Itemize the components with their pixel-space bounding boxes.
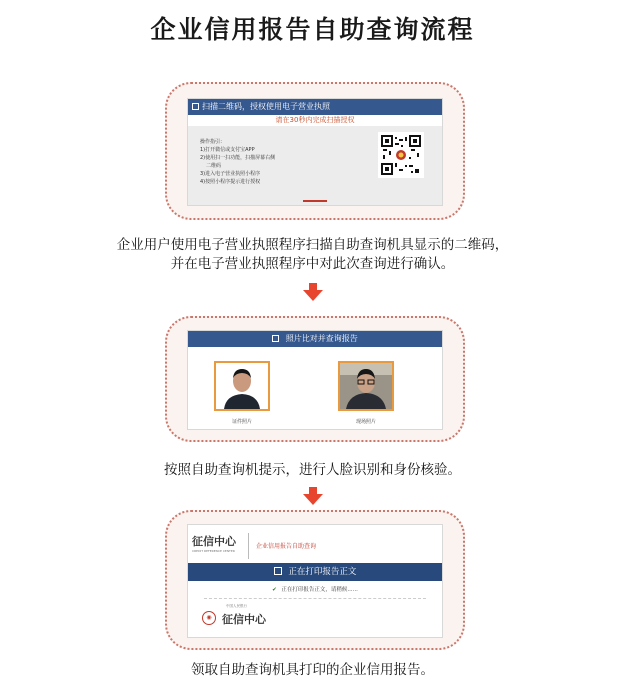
screen-body (188, 126, 442, 205)
footer-logo: 征信中心 (222, 613, 266, 626)
instructions (200, 138, 275, 186)
check-icon: ✔ (272, 587, 277, 593)
instruction-line: 1)打开微信或支付宝APP (200, 147, 255, 153)
logo-subtext: CREDIT REFERENCE CENTER (192, 549, 235, 553)
instruction-line: 3)进入电子营业执照小程序 (200, 171, 261, 177)
description-line: 并在电子营业执照程序中对此次查询进行确认。 (170, 256, 455, 272)
qr-code[interactable] (378, 132, 424, 178)
banner-text: 正在打印报告正文 (288, 567, 357, 577)
step2-description (0, 461, 625, 480)
instructions-title: 操作指引： (200, 139, 226, 145)
step2-card (165, 316, 465, 442)
qr-scan-screen (187, 98, 443, 206)
instruction-line: 4)按照小程序提示进行授权 (200, 179, 261, 185)
screen-header (188, 99, 442, 115)
person-icon (216, 363, 268, 409)
step3-description (0, 661, 625, 680)
live-photo (338, 361, 394, 411)
printing-banner (188, 563, 442, 581)
face-compare-screen (187, 330, 443, 430)
progress-bar (303, 200, 327, 202)
description-line: 按照自助查询机提示，进行人脸识别和身份核验。 (164, 462, 461, 478)
instruction-line: 二维码 (206, 163, 222, 169)
qr-code-icon (381, 135, 421, 175)
step1-description (0, 236, 625, 274)
screen-header (188, 331, 442, 347)
credit-center-logo: 征信中心 (192, 535, 236, 548)
page-title: 企业信用报告自助查询流程 (150, 15, 475, 44)
screen-subtitle: 请在30秒内完成扫描授权 (275, 116, 355, 124)
step3-card (165, 510, 465, 650)
footer-logo-org: 中国人民银行 (226, 604, 247, 608)
photo-caption: 证件照片 (231, 419, 252, 425)
print-screen (187, 524, 443, 638)
status-text: 正在打印报告正文，请稍候...... (281, 587, 358, 593)
description-line: 企业用户使用电子营业执照程序扫描自助查询机具显示的二维码， (116, 237, 509, 253)
seal-icon: ◉ (202, 611, 216, 625)
divider (248, 533, 249, 559)
step1-card (165, 82, 465, 220)
user-icon (272, 335, 279, 342)
scan-icon (192, 103, 199, 110)
instruction-line: 2)使用扫一扫功能，扫描屏幕右侧 (200, 155, 276, 161)
print-status (188, 585, 442, 593)
arrow-down-icon (303, 283, 323, 301)
description-line: 领取自助查询机具打印的企业信用报告。 (191, 662, 434, 678)
screen-title: 企业信用报告自助查询 (256, 543, 317, 550)
photo-caption: 现场照片 (355, 419, 376, 425)
screen-header-text: 照片比对并查询报告 (285, 334, 358, 343)
printer-icon (274, 567, 282, 575)
arrow-down-icon (303, 487, 323, 505)
screen-header-text: 扫描二维码，授权使用电子营业执照 (202, 102, 330, 111)
person-icon (340, 363, 392, 409)
id-photo (214, 361, 270, 411)
dashed-divider (204, 598, 426, 599)
